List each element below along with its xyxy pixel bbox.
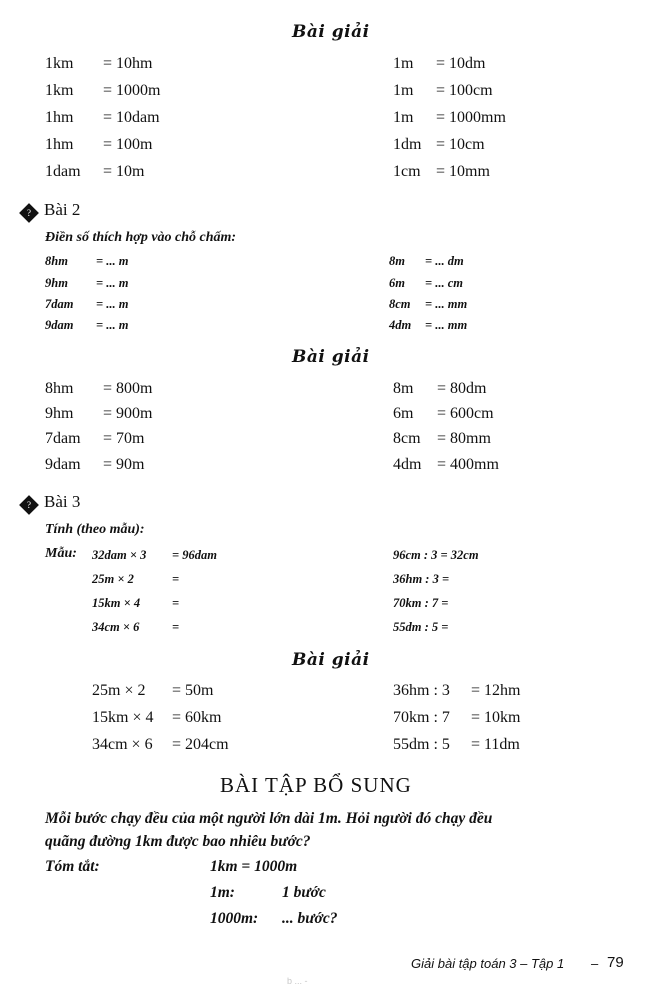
solution-value: = 60km [172,709,222,726]
solution-value: = 400mm [437,456,499,473]
conversion-unit: 1cm [393,163,421,180]
exercise-unit: 8hm [45,254,68,268]
conversion-unit: 1m [393,82,414,99]
expression: 34cm × 6 [92,620,140,634]
summary-line-2-value: 1 bước [282,884,326,901]
conversion-value: = 10dam [103,109,160,126]
exercise-blank: = ... mm [425,318,468,332]
exercise-unit: 7dam [45,297,74,311]
summary-line-1: 1km = 1000m [210,858,298,875]
exercise-blank: = ... m [96,276,129,290]
solution-value: = 204cm [172,736,229,753]
conversion-unit: 1hm [45,109,74,126]
expression: 70km : 7 = [393,596,449,610]
conversion-unit: 1hm [45,136,74,153]
exercise-2-instruction: Điền số thích hợp vào chỗ chấm: [45,230,237,245]
conversion-unit: 1dam [45,163,81,180]
exercise-3-title [22,492,80,512]
summary-line-3-value: ... bước? [282,910,338,927]
exercise-unit: 9hm [45,276,68,290]
conversion-unit: 1m [393,55,414,72]
solution-expression: 36hm : 3 [393,682,450,699]
solution-value: = 80dm [437,380,487,397]
expression: 15km × 4 [92,596,141,610]
conversion-value: = 100cm [436,82,493,99]
conversion-value: = 10mm [436,163,490,180]
expression: 96cm : 3 = 32cm [393,548,479,562]
expression: 55dm : 5 = [393,620,449,634]
exercise-3-label: Bài 3 [44,492,81,511]
sample-label: Mẫu: [45,546,77,561]
extra-question-line-1: Mỗi bước chạy đều của một người lớn dài 1m. Hỏi người đó chạy đều [45,810,493,827]
solution-value: = 10km [471,709,521,726]
expression-result: = [172,572,180,586]
solution-unit: 9dam [45,456,81,473]
solution-value: = 50m [172,682,214,699]
solution-value: = 12hm [471,682,521,699]
solution-value: = 600cm [437,405,494,422]
exercise-blank: = ... m [96,318,129,332]
conversion-value: = 100m [103,136,153,153]
exercise-3-instruction: Tính (theo mẫu): [45,522,145,537]
summary-label: Tóm tắt: [45,858,100,875]
solution-unit: 8hm [45,380,74,397]
solution-value: = 11dm [471,736,520,753]
conversion-value: = 1000mm [436,109,506,126]
solution-expression: 25m × 2 [92,682,146,699]
conversion-unit: 1km [45,55,74,72]
solution-unit: 9hm [45,405,74,422]
exercise-unit: 8m [389,254,405,268]
exercise-unit: 6m [389,276,405,290]
exercise-2-label: Bài 2 [44,200,81,219]
exercise-2-title [22,200,80,220]
solution-expression: 70km : 7 [393,709,450,726]
diamond-marker-icon: ? [19,495,39,515]
exercise-unit: 4dm [389,318,412,332]
exercise-unit: 9dam [45,318,74,332]
expression-result: = [172,596,180,610]
solution-unit: 8m [393,380,414,397]
summary-line-3-unit: 1000m: [210,910,259,927]
conversion-unit: 1m [393,109,414,126]
expression-result: = 96dam [172,548,217,562]
solution-expression: 55dm : 5 [393,736,450,753]
expression: 32dam × 3 [92,548,147,562]
conversion-value: = 1000m [103,82,161,99]
page-number: 79 [607,954,624,971]
faint-bleed-text: b ... - [287,976,308,986]
solution-heading-2: Bài giải [292,347,370,367]
solution-unit: 6m [393,405,414,422]
solution-heading-1: Bài giải [292,22,370,42]
expression: 25m × 2 [92,572,134,586]
expression: 36hm : 3 = [393,572,450,586]
solution-heading-3: Bài giải [292,650,370,670]
solution-value: = 80mm [437,430,491,447]
exercise-blank: = ... m [96,254,129,268]
summary-line-2-unit: 1m: [210,884,235,901]
solution-expression: 34cm × 6 [92,736,153,753]
solution-unit: 4dm [393,456,422,473]
solution-value: = 70m [103,430,145,447]
solution-unit: 8cm [393,430,421,447]
solution-value: = 900m [103,405,153,422]
exercise-blank: = ... dm [425,254,464,268]
exercise-unit: 8cm [389,297,411,311]
footer-book-title: Giải bài tập toán 3 – Tập 1 [411,956,565,971]
conversion-value: = 10dm [436,55,486,72]
solution-value: = 800m [103,380,153,397]
conversion-unit: 1km [45,82,74,99]
conversion-unit: 1dm [393,136,422,153]
exercise-blank: = ... m [96,297,129,311]
conversion-value: = 10hm [103,55,153,72]
conversion-value: = 10cm [436,136,485,153]
solution-expression: 15km × 4 [92,709,154,726]
exercise-blank: = ... mm [425,297,468,311]
solution-unit: 7dam [45,430,81,447]
footer-dash: – [591,956,599,971]
exercise-blank: = ... cm [425,276,464,290]
extra-question-line-2: quãng đường 1km được bao nhiêu bước? [45,833,311,850]
solution-value: = 90m [103,456,145,473]
expression-result: = [172,620,180,634]
extra-exercises-title: BÀI TẬP BỔ SUNG [220,773,412,797]
conversion-value: = 10m [103,163,145,180]
diamond-marker-icon: ? [19,203,39,223]
